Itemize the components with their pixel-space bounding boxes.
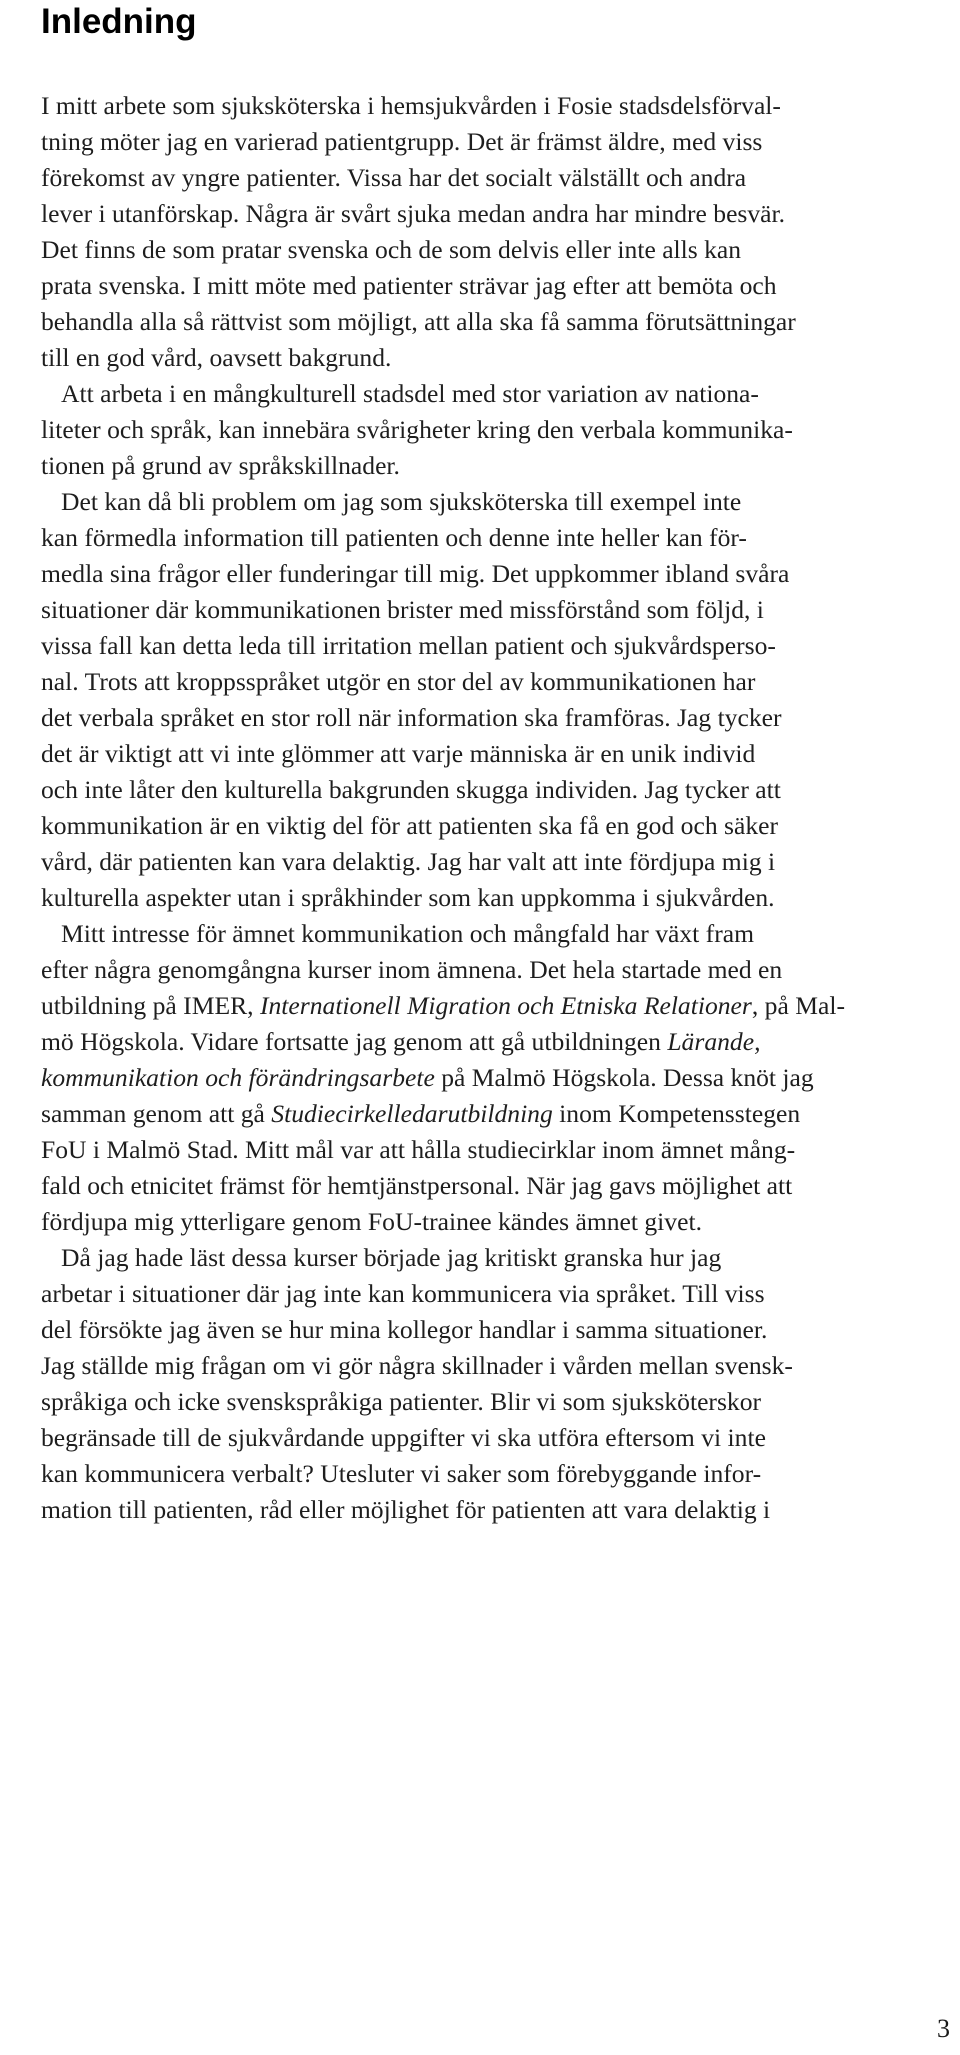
text-line	[41, 1384, 953, 1420]
text-line	[41, 268, 953, 304]
text-run: Det kan då bli problem om jag som sjuksköterska till exempel inte	[61, 487, 742, 516]
text-line	[41, 196, 953, 232]
text-line	[41, 1132, 953, 1168]
text-run: mation till patienten, råd eller möjlighet för patienten att vara delaktig i	[41, 1495, 771, 1524]
text-run: vård, där patienten kan vara delaktig. Jag har valt att inte fördjupa mig i	[41, 847, 776, 876]
text-line	[41, 700, 953, 736]
text-line	[41, 664, 953, 700]
text-line	[41, 520, 953, 556]
text-line	[41, 1096, 953, 1132]
text-run: tning möter jag en varierad patientgrupp. Det är främst äldre, med viss	[41, 127, 763, 156]
text-line	[41, 952, 953, 988]
text-line	[41, 1348, 953, 1384]
text-run: vissa fall kan detta leda till irritation mellan patient och sjukvårdsperso-	[41, 631, 776, 660]
text-line	[41, 124, 953, 160]
text-run: mö Högskola. Vidare fortsatte jag genom att gå utbildningen	[41, 1027, 668, 1056]
text-line	[41, 1168, 953, 1204]
italic-text-run: Studiecirkelledarutbildning	[271, 1099, 553, 1128]
text-run: prata svenska. I mitt möte med patienter strävar jag efter att bemöta och	[41, 271, 777, 300]
text-run: situationer där kommunikationen brister med missförstånd som följd, i	[41, 595, 764, 624]
text-line	[41, 340, 953, 376]
text-line	[41, 592, 953, 628]
italic-text-run: kommunikation och förändringsarbete	[41, 1063, 435, 1092]
text-line	[41, 1204, 953, 1240]
body-text	[41, 88, 953, 1528]
text-line	[41, 808, 953, 844]
text-run: Då jag hade läst dessa kurser började jag kritiskt granska hur jag	[61, 1243, 722, 1272]
text-line	[41, 484, 953, 520]
text-line	[41, 556, 953, 592]
text-run: kommunikation är en viktig del för att patienten ska få en god och säker	[41, 811, 779, 840]
text-run: begränsade till de sjukvårdande uppgifter vi ska utföra eftersom vi inte	[41, 1423, 766, 1452]
text-line	[41, 772, 953, 808]
text-line	[41, 1312, 953, 1348]
page-title: Inledning	[41, 2, 197, 41]
text-run: nal. Trots att kroppsspråket utgör en stor del av kommunikationen har	[41, 667, 756, 696]
text-line	[41, 88, 953, 124]
text-line	[41, 1024, 953, 1060]
text-line	[41, 1276, 953, 1312]
text-run: samman genom att gå	[41, 1099, 272, 1128]
text-run: lever i utanförskap. Några är svårt sjuka medan andra har mindre besvär.	[41, 199, 786, 228]
text-run: Mitt intresse för ämnet kommunikation och mångfald har växt fram	[61, 919, 754, 948]
text-run: del försökte jag även se hur mina kollegor handlar i samma situationer.	[41, 1315, 768, 1344]
text-line	[41, 160, 953, 196]
text-run: I mitt arbete som sjuksköterska i hemsjukvården i Fosie stadsdelsförval-	[41, 91, 781, 120]
text-line	[41, 1420, 953, 1456]
text-run: det är viktigt att vi inte glömmer att varje människa är en unik individ	[41, 739, 756, 768]
text-run: liteter och språk, kan innebära svårigheter kring den verbala kommunika-	[41, 415, 793, 444]
text-run: kan kommunicera verbalt? Utesluter vi saker som förebyggande infor-	[41, 1459, 762, 1488]
text-run: utbildning på IMER,	[41, 991, 260, 1020]
italic-text-run: Internationell Migration och Etniska Relationer	[259, 991, 752, 1020]
text-line	[41, 304, 953, 340]
text-run: språkiga och icke svenskspråkiga patienter. Blir vi som sjuksköterskor	[41, 1387, 762, 1416]
text-run: , på Mal-	[751, 991, 845, 1020]
text-line	[41, 376, 953, 412]
text-run: Det finns de som pratar svenska och de som delvis eller inte alls kan	[41, 235, 742, 264]
text-line	[41, 1060, 953, 1096]
text-run: tionen på grund av språkskillnader.	[41, 451, 400, 480]
document-page	[41, 0, 953, 1528]
text-run: till en god vård, oavsett bakgrund.	[41, 343, 392, 372]
text-run: fald och etnicitet främst för hemtjänstpersonal. När jag gavs möjlighet att	[41, 1171, 793, 1200]
text-run: efter några genomgångna kurser inom ämnena. Det hela startade med en	[41, 955, 783, 984]
italic-text-run: Lärande,	[667, 1027, 761, 1056]
text-run: förekomst av yngre patienter. Vissa har det socialt välställt och andra	[41, 163, 747, 192]
text-line	[41, 736, 953, 772]
text-line	[41, 1492, 953, 1528]
text-run: och inte låter den kulturella bakgrunden skugga individen. Jag tycker att	[41, 775, 781, 804]
text-line	[41, 448, 953, 484]
text-line	[41, 1240, 953, 1276]
text-run: medla sina frågor eller funderingar till mig. Det uppkommer ibland svåra	[41, 559, 790, 588]
text-line	[41, 412, 953, 448]
text-line	[41, 232, 953, 268]
page-number: 3	[937, 2014, 950, 2043]
text-line	[41, 844, 953, 880]
text-line	[41, 988, 953, 1024]
text-run: inom Kompetensstegen	[552, 1099, 801, 1128]
text-line	[41, 628, 953, 664]
text-run: fördjupa mig ytterligare genom FoU-trainee kändes ämnet givet.	[41, 1207, 702, 1236]
text-run: arbetar i situationer där jag inte kan kommunicera via språket. Till viss	[41, 1279, 765, 1308]
text-run: behandla alla så rättvist som möjligt, att alla ska få samma förutsättningar	[41, 307, 796, 336]
text-run: Jag ställde mig frågan om vi gör några skillnader i vården mellan svensk-	[41, 1351, 793, 1380]
text-run: kan förmedla information till patienten och denne inte heller kan för-	[41, 523, 747, 552]
text-run: kulturella aspekter utan i språkhinder som kan uppkomma i sjukvården.	[41, 883, 775, 912]
text-run: FoU i Malmö Stad. Mitt mål var att hålla studiecirklar inom ämnet mång-	[41, 1135, 796, 1164]
text-line	[41, 880, 953, 916]
text-line	[41, 916, 953, 952]
text-run: på Malmö Högskola. Dessa knöt jag	[434, 1063, 814, 1092]
text-run: det verbala språket en stor roll när information ska framföras. Jag tycker	[41, 703, 782, 732]
text-run: Att arbeta i en mångkulturell stadsdel med stor variation av nationa-	[61, 379, 759, 408]
text-line	[41, 1456, 953, 1492]
